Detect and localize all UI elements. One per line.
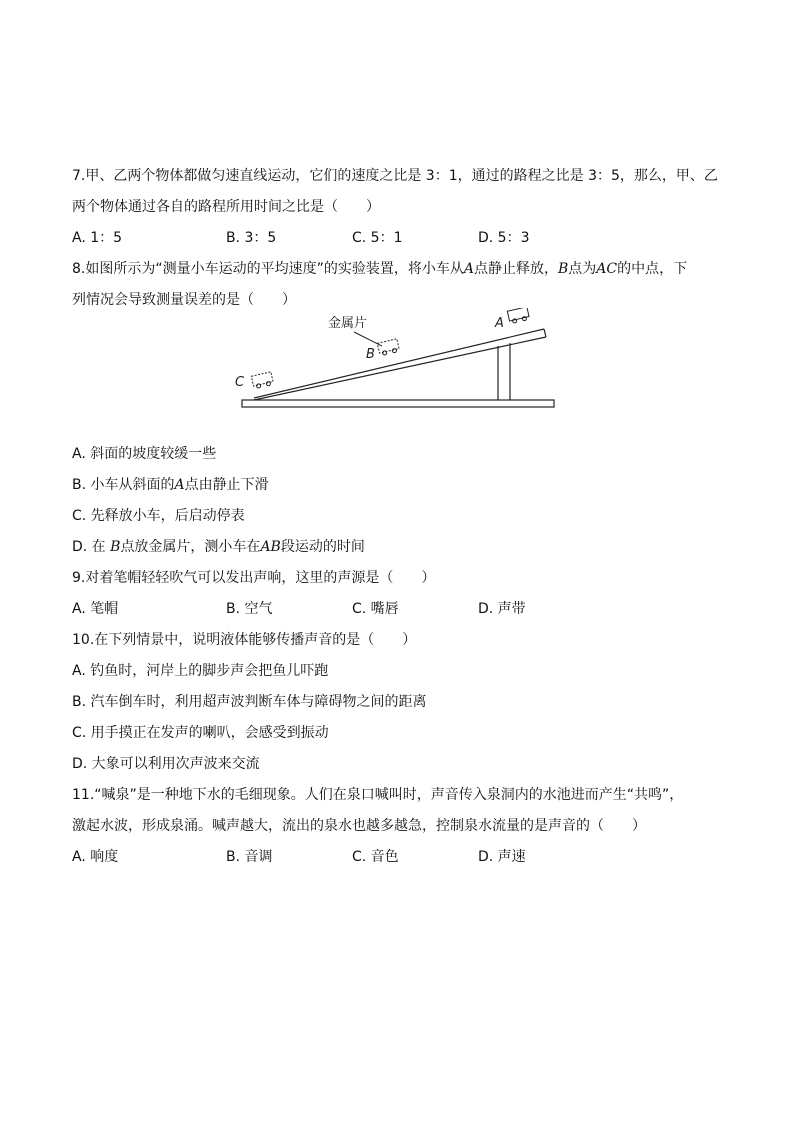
q10-option-a: A. 钓鱼时，河岸上的脚步声会把鱼儿吓跑 <box>72 663 329 679</box>
q7-stem-line2: 两个物体通过各自的路程所用时间之比是（ ） <box>72 199 380 215</box>
q8-stem-line1: 8.如图所示为“测量小车运动的平均速度”的实验装置，将小车从A点静止释放，B点为AC的中点，下 <box>72 261 688 277</box>
q9-option-b: B. 空气 <box>226 601 273 617</box>
q7-option-b: B. 3：5 <box>226 230 277 246</box>
cart-a <box>507 308 529 324</box>
q7-stem-line1: 7.甲、乙两个物体都做匀速直线运动，它们的速度之比是 3：1，通过的路程之比是 3：5，那么，甲、乙 <box>72 168 718 184</box>
incline-plank-bottom <box>254 337 546 400</box>
q9-stem: 9.对着笔帽轻轻吹气可以发出声响，这里的声源是（ ） <box>72 570 436 586</box>
q8-option-d: D. 在 B点放金属片，测小车在AB段运动的时间 <box>72 539 365 555</box>
q11-option-d: D. 声速 <box>478 849 526 865</box>
q11-option-c: C. 音色 <box>352 849 399 865</box>
q9-option-c: C. 嘴唇 <box>352 601 399 617</box>
metal-sheet-leader <box>354 332 382 346</box>
metal-sheet-label: 金属片 <box>328 316 368 331</box>
q11-option-b: B. 音调 <box>226 849 273 865</box>
q11-stem-line1: 11.“喊泉”是一种地下水的毛细现象。人们在泉口喊叫时，声音传入泉洞内的水池进而产生“共鸣”， <box>72 787 684 803</box>
q7-option-d: D. 5：3 <box>478 230 530 246</box>
q10-option-c: C. 用手摸正在发声的喇叭，会感受到振动 <box>72 725 329 741</box>
point-c-label: C <box>235 375 245 390</box>
base-board <box>242 400 554 407</box>
q8-option-b: B. 小车从斜面的A点由静止下滑 <box>72 477 269 493</box>
cart-c <box>251 372 273 389</box>
q8-option-a: A. 斜面的坡度较缓一些 <box>72 446 217 462</box>
q10-option-d: D. 大象可以利用次声波来交流 <box>72 756 260 772</box>
q7-option-c: C. 5：1 <box>352 230 403 246</box>
q9-option-a: A. 笔帽 <box>72 601 119 617</box>
q9-option-d: D. 声带 <box>478 601 526 617</box>
point-a-label: A <box>495 316 504 331</box>
q11-stem-line2: 激起水波，形成泉涌。喊声越大，流出的泉水也越多越急，控制泉水流量的是声音的（ ） <box>72 818 646 834</box>
q10-stem: 10.在下列情景中，说明液体能够传播声音的是（ ） <box>72 632 417 648</box>
incline-plank-top <box>254 329 544 398</box>
point-b-label: B <box>366 347 375 362</box>
q8-stem-line2: 列情况会导致测量误差的是（ ） <box>72 292 296 308</box>
q8-option-c: C. 先释放小车，后启动停表 <box>72 508 245 524</box>
q7-option-a: A. 1：5 <box>72 230 123 246</box>
q11-option-a: A. 响度 <box>72 849 119 865</box>
q10-option-b: B. 汽车倒车时，利用超声波判断车体与障碍物之间的距离 <box>72 694 427 710</box>
cart-b <box>377 339 399 356</box>
incline-figure <box>230 308 560 413</box>
